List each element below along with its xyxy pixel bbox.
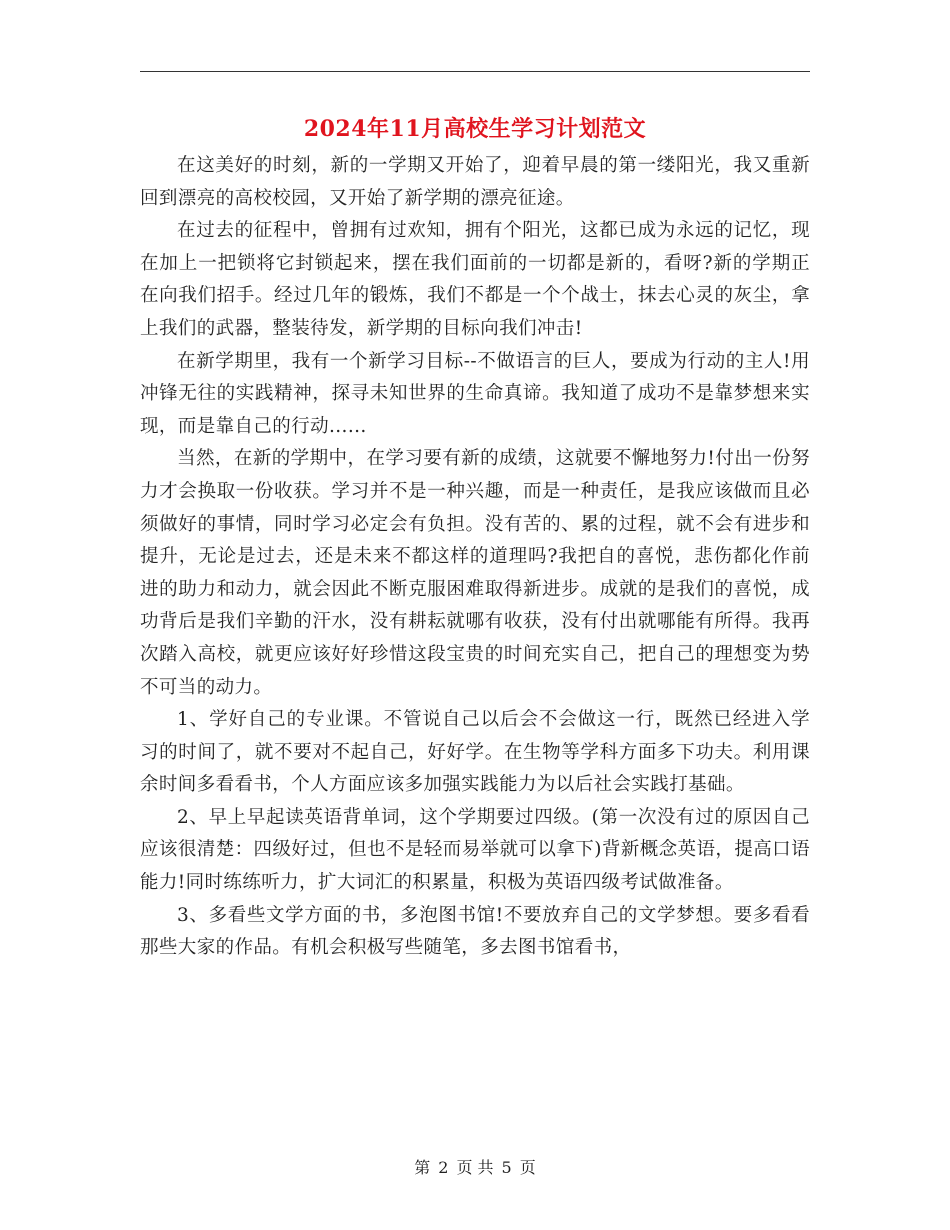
paragraph: 在这美好的时刻，新的一学期又开始了，迎着早晨的第一缕阳光，我又重新回到漂亮的高校校园，又开始了新学期的漂亮征途。 (140, 155, 810, 209)
paragraph: 在新学期里，我有一个新学习目标--不做语言的巨人，要成为行动的主人!用冲锋无往的实践精神，探寻未知世界的生命真谛。我知道了成功不是靠梦想来实现，而是靠自己的行动...... (140, 350, 810, 437)
footer-suffix: 页 (519, 1158, 536, 1177)
paragraph: 3、多看些文学方面的书，多泡图书馆!不要放弃自己的文学梦想。要多看看那些大家的作品。有机会积极写些随笔，多去图书馆看书， (140, 904, 810, 959)
paragraph: 在过去的征程中，曾拥有过欢知，拥有个阳光，这都已成为永远的记忆，现在加上一把锁将它封锁起来，摆在我们面前的一切都是新的，看呀?新的学期正在向我们招手。经过几年的锻炼，我们不都是一个个战士，抹去心灵的灰尘，拿上我们的武器，整装待发，新学期的目标向我们冲击! (140, 220, 810, 339)
page-footer (0, 1155, 950, 1178)
footer-middle: 页 共 (456, 1158, 494, 1177)
total-pages: 5 (501, 1158, 512, 1177)
paragraph: 1、学好自己的专业课。不管说自己以后会不会做这一行，既然已经进入学习的时间了，就不要对不起自己，好好学。在生物等学科方面多下功夫。利用课余时间多看看书，个人方面应该多加强实践能力为以后社会实践打基础。 (140, 709, 810, 796)
footer-prefix: 第 (414, 1158, 431, 1177)
header-rule (140, 71, 810, 72)
paragraph: 2、早上早起读英语背单词，这个学期要过四级。(第一次没有过的原因自己应该很清楚：四级好过，但也不是轻而易举就可以拿下)背新概念英语，提高口语能力!同时练练听力，扩大词汇的积累量，积极为英语四级考试做准备。 (140, 806, 810, 894)
page-number: 2 (438, 1158, 449, 1177)
document-title: 2024年11月高校生学习计划范文 (303, 116, 647, 142)
document-body (140, 150, 810, 965)
paragraph: 当然，在新的学期中，在学习要有新的成绩，这就要不懈地努力!付出一份努力才会换取一份收获。学习并不是一种兴趣，而是一种责任，是我应该做而且必须做好的事情，同时学习必定会有负担。没有苦的、累的过程，就不会有进步和提升，无论是过去，还是未来不都这样的道理吗?我把自的喜悦，悲伤都化作前进的助力和动力，就会因此不断克服困难取得新进步。成就的是我们的喜悦，成功背后是我们辛勤的汗水，没有耕耘就哪有收获，没有付出就哪能有所得。我再次踏入高校，就更应该好好珍惜这段宝贵的时间充实自己，把自己的理想变为势不可当的动力。 (140, 448, 810, 698)
